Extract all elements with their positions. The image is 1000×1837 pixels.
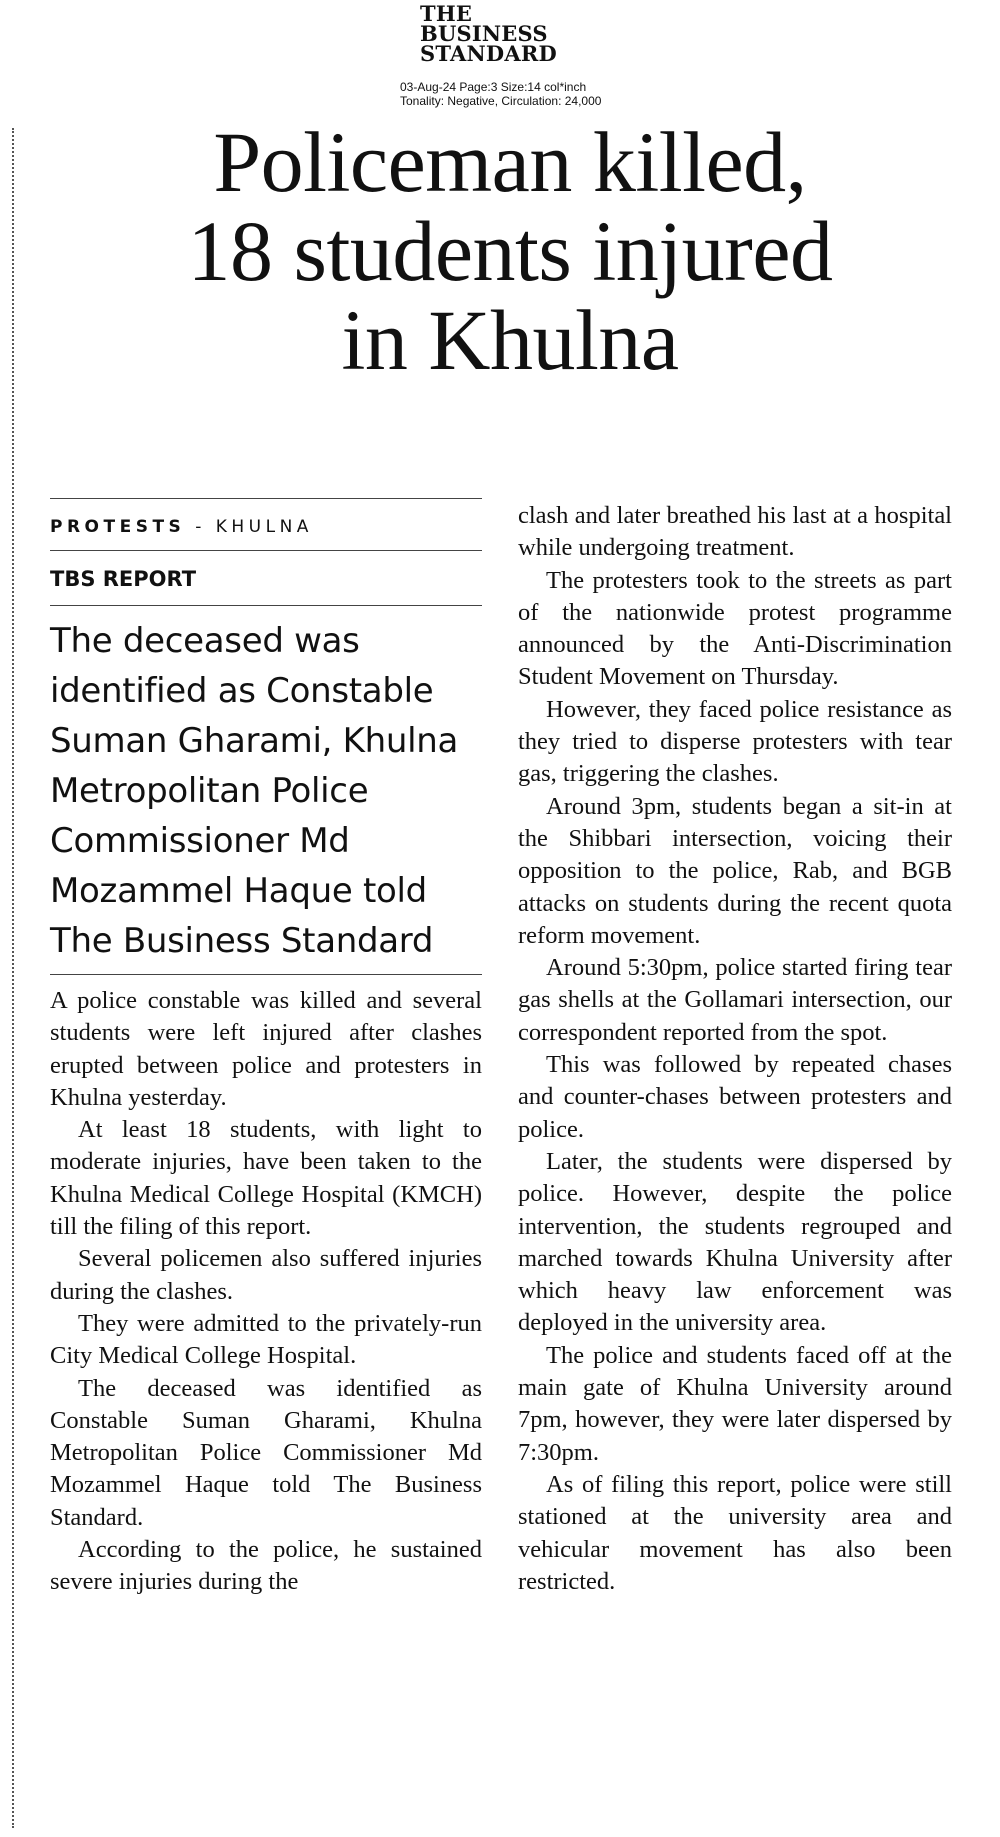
byline: TBS REPORT [50,567,197,591]
intro-pullquote: The deceased was identified as Constable Suman Gharami, Khulna Metropolitan Police Commissioner Md Mozammel Haque told The Business Standard [50,621,459,961]
section-location: KHULNA [215,517,313,537]
headline-line-3: in Khulna [341,292,679,388]
clipping-meta [400,80,660,108]
article-paragraph: This was followed by repeated chases and counter-chases between protesters and police. [518,1051,952,1143]
article-paragraph: At least 18 students, with light to moderate injuries, have been taken to the Khulna Medical College Hospital (KMCH) till the filing of this report. [50,1116,482,1241]
section-separator: - [185,517,216,537]
article-paragraph: Around 5:30pm, police started firing tear gas shells at the Gollamari intersection, our correspondent reported from the spot. [518,954,952,1046]
article-paragraph: As of filing this report, police were still stationed at the university area and vehicular movement has also been restricted. [518,1470,952,1595]
article-paragraph: Later, the students were dispersed by police. However, despite the police intervention, the students regrouped and marched towards Khulna University after which heavy law enforcement was deployed in the university area. [518,1147,952,1337]
clipping-meta-line-2: Tonality: Negative, Circulation: 24,000 [400,94,602,108]
headline-line-1: Policeman killed, [213,114,807,210]
article-paragraph: The deceased was identified as Constable Suman Gharami, Khulna Metropolitan Police Commissioner Md Mozammel Haque told The Business Standard. [50,1374,482,1531]
masthead-line-3: STANDARD [420,41,557,66]
article-column-1 [50,498,482,1599]
article-paragraph: clash and later breathed his last at a hospital while undergoing treatment. [518,502,952,562]
headline-line-2: 18 students injured [187,203,833,299]
clipping-meta-line-1: 03-Aug-24 Page:3 Size:14 col*inch [400,80,587,94]
article-body-column-2 [518,500,952,1598]
section-label [50,499,482,550]
article-body-column-1 [50,975,482,1599]
article-paragraph: According to the police, he sustained severe injuries during the [50,1536,482,1596]
article-paragraph: A police constable was killed and several students were left injured after clashes erupted between police and protesters in Khulna yesterday. [50,987,482,1111]
article-column-2 [518,500,952,1598]
headline [30,114,990,388]
article-paragraph: The protesters took to the streets as part of the nationwide protest programme announced by the Anti-Discrimination Student Movement on Thursday. [518,566,952,691]
masthead-line-2: BUSINESS [420,21,548,46]
article-paragraph: The police and students faced off at the main gate of Khulna University around 7pm, however, they were later dispersed by 7:30pm. [518,1341,952,1466]
dotted-border [12,128,14,1828]
article-paragraph: They were admitted to the privately-run City Medical College Hospital. [50,1309,482,1370]
section-category: PROTESTS [50,517,186,537]
masthead-line-1: THE [420,1,473,26]
article-paragraph: Several policemen also suffered injuries during the clashes. [50,1245,482,1305]
article-paragraph: However, they faced police resistance as they tried to disperse protesters with tear gas, triggering the clashes. [518,695,952,788]
masthead-logo [420,1,620,66]
article-paragraph: Around 3pm, students began a sit-in at the Shibbari intersection, voicing their opposition to the police, Rab, and BGB attacks on students during the recent quota reform movement. [518,792,952,949]
